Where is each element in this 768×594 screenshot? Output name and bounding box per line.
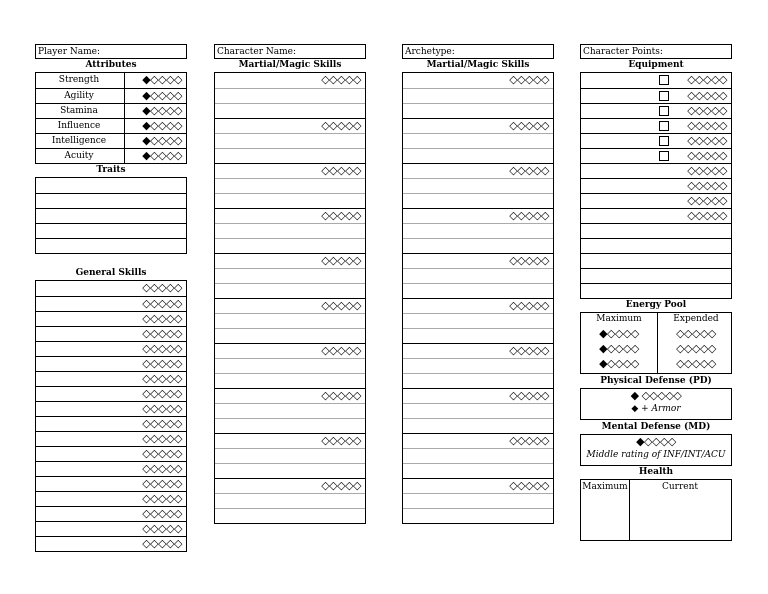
martial-magic-rating[interactable]: ◇◇◇◇◇ xyxy=(321,344,361,357)
martial-magic-row[interactable] xyxy=(403,238,553,253)
general-skill-row[interactable] xyxy=(36,326,186,341)
general-skill-rating[interactable]: ◇◇◇◇◇ xyxy=(142,327,182,340)
equipment-rating[interactable]: ◇◇◇◇◇ xyxy=(687,179,727,192)
general-skill-rating[interactable]: ◇◇◇◇◇ xyxy=(142,297,182,310)
martial-magic-row[interactable] xyxy=(403,328,553,343)
equipment-row[interactable] xyxy=(581,238,731,253)
general-skill-rating[interactable]: ◇◇◇◇◇ xyxy=(142,312,182,325)
general-skill-row[interactable] xyxy=(36,446,186,461)
martial-magic-row[interactable] xyxy=(403,163,553,178)
mental-defense-note: Middle rating of INF/INT/ACU xyxy=(586,450,726,460)
energy-max-rating[interactable]: ◆◇◇◇◇ xyxy=(599,327,639,340)
martial-magic-row[interactable] xyxy=(215,493,365,508)
martial-magic-row[interactable] xyxy=(403,298,553,313)
martial-magic-row[interactable] xyxy=(215,313,365,328)
player-name-field[interactable]: Player Name: xyxy=(35,44,187,59)
martial-magic-rating[interactable]: ◇◇◇◇◇ xyxy=(321,299,361,312)
martial-magic-rating[interactable]: ◇◇◇◇◇ xyxy=(509,389,549,402)
attribute-label: Agility xyxy=(64,91,94,101)
traits-table xyxy=(35,177,187,254)
general-skill-rating[interactable]: ◇◇◇◇◇ xyxy=(142,281,182,294)
martial-magic-row[interactable] xyxy=(403,208,553,223)
martial-magic-row[interactable] xyxy=(215,88,365,103)
equipment-row[interactable] xyxy=(581,118,731,133)
martial-magic-row[interactable] xyxy=(215,343,365,358)
attribute-row xyxy=(36,118,186,133)
equipment-rating[interactable]: ◇◇◇◇◇ xyxy=(687,104,727,117)
attribute-row xyxy=(36,148,186,163)
health-current-label: Current xyxy=(661,482,699,492)
attribute-label: Influence xyxy=(57,121,101,131)
martial-magic-row[interactable] xyxy=(403,73,553,88)
mental-defense-rating[interactable]: ◆◇◇◇◇ xyxy=(636,435,676,448)
martial-magic-rating[interactable]: ◇◇◇◇◇ xyxy=(509,434,549,447)
equipment-rating[interactable]: ◇◇◇◇◇ xyxy=(687,119,727,132)
martial-magic-row[interactable] xyxy=(403,253,553,268)
physical-defense-rating[interactable]: ◆ ◇◇◇◇◇ xyxy=(630,389,682,402)
equipment-rating[interactable]: ◇◇◇◇◇ xyxy=(687,89,727,102)
martial-magic-row[interactable] xyxy=(403,103,553,118)
trait-row[interactable] xyxy=(36,178,186,193)
martial-magic-row[interactable] xyxy=(215,388,365,403)
attribute-divider xyxy=(124,119,125,133)
martial-magic-row[interactable] xyxy=(403,193,553,208)
martial-magic-row[interactable] xyxy=(403,88,553,103)
martial-magic-rating[interactable]: ◇◇◇◇◇ xyxy=(509,164,549,177)
martial-magic-row[interactable] xyxy=(215,433,365,448)
attribute-rating[interactable]: ◆◇◇◇◇ xyxy=(142,89,182,102)
martial-magic-table-1 xyxy=(214,72,366,524)
general-skill-rating[interactable]: ◇◇◇◇◇ xyxy=(142,522,182,535)
attribute-rating[interactable]: ◆◇◇◇◇ xyxy=(142,104,182,117)
equipment-row[interactable] xyxy=(581,88,731,103)
equipment-row[interactable] xyxy=(581,268,731,283)
general-skill-rating[interactable]: ◇◇◇◇◇ xyxy=(142,537,182,550)
equipment-rating[interactable]: ◇◇◇◇◇ xyxy=(687,164,727,177)
martial-magic-row[interactable] xyxy=(403,148,553,163)
equipment-row[interactable] xyxy=(581,133,731,148)
physical-defense-box xyxy=(580,388,732,420)
general-skill-row[interactable] xyxy=(36,536,186,551)
martial-magic-row[interactable] xyxy=(403,433,553,448)
martial-magic-row[interactable] xyxy=(215,118,365,133)
health-heading: Health xyxy=(638,467,674,477)
energy-expended-column xyxy=(657,313,734,373)
martial-magic-table-2 xyxy=(402,72,554,524)
martial-magic-row[interactable] xyxy=(215,328,365,343)
martial-magic-row[interactable] xyxy=(215,253,365,268)
martial-magic-row[interactable] xyxy=(215,103,365,118)
martial-magic-row[interactable] xyxy=(403,493,553,508)
martial-magic-row[interactable] xyxy=(403,283,553,298)
martial-magic-row[interactable] xyxy=(215,373,365,388)
martial-magic-row[interactable] xyxy=(403,508,553,523)
general-skill-rating[interactable]: ◇◇◇◇◇ xyxy=(142,357,182,370)
attribute-rating[interactable]: ◆◇◇◇◇ xyxy=(142,149,182,162)
martial-magic-rating[interactable]: ◇◇◇◇◇ xyxy=(321,254,361,267)
energy-expended-rating[interactable]: ◇◇◇◇◇ xyxy=(676,327,716,340)
martial-magic-row[interactable] xyxy=(403,313,553,328)
general-skill-rating[interactable]: ◇◇◇◇◇ xyxy=(142,402,182,415)
general-skills-table xyxy=(35,280,187,552)
mental-defense-heading: Mental Defense (MD) xyxy=(601,422,711,432)
equipment-checkbox[interactable] xyxy=(659,91,669,101)
martial-magic-row[interactable] xyxy=(215,193,365,208)
martial-magic-rating[interactable]: ◇◇◇◇◇ xyxy=(321,389,361,402)
martial-magic-rating[interactable]: ◇◇◇◇◇ xyxy=(509,254,549,267)
martial-magic-row[interactable] xyxy=(215,223,365,238)
attribute-label: Intelligence xyxy=(51,136,107,146)
equipment-rating[interactable]: ◇◇◇◇◇ xyxy=(687,134,727,147)
traits-heading: Traits xyxy=(96,165,126,175)
general-skill-rating[interactable]: ◇◇◇◇◇ xyxy=(142,432,182,445)
martial-magic-row[interactable] xyxy=(403,388,553,403)
column-2 xyxy=(214,44,366,524)
equipment-row[interactable] xyxy=(581,178,731,193)
equipment-row[interactable] xyxy=(581,148,731,163)
martial-magic-row[interactable] xyxy=(403,448,553,463)
column-1 xyxy=(35,44,187,552)
equipment-rating[interactable]: ◇◇◇◇◇ xyxy=(687,194,727,207)
martial-magic-row[interactable] xyxy=(215,163,365,178)
general-skill-row[interactable] xyxy=(36,431,186,446)
mental-defense-box xyxy=(580,434,732,466)
martial-magic-row[interactable] xyxy=(403,133,553,148)
general-skill-row[interactable] xyxy=(36,416,186,431)
attribute-row xyxy=(36,133,186,148)
equipment-rating[interactable]: ◇◇◇◇◇ xyxy=(687,209,727,222)
general-skill-rating[interactable]: ◇◇◇◇◇ xyxy=(142,372,182,385)
character-points-field[interactable]: Character Points: xyxy=(580,44,732,59)
martial-magic-row[interactable] xyxy=(403,373,553,388)
equipment-row[interactable] xyxy=(581,103,731,118)
column-3 xyxy=(402,44,554,524)
equipment-row[interactable] xyxy=(581,208,731,223)
attributes-table xyxy=(35,72,187,164)
martial-magic-row[interactable] xyxy=(215,268,365,283)
martial-magic-rating[interactable]: ◇◇◇◇◇ xyxy=(321,119,361,132)
general-skill-row[interactable] xyxy=(36,521,186,536)
martial-magic-rating[interactable]: ◇◇◇◇◇ xyxy=(321,164,361,177)
martial-magic-rating[interactable]: ◇◇◇◇◇ xyxy=(509,479,549,492)
martial-magic-rating[interactable]: ◇◇◇◇◇ xyxy=(321,434,361,447)
martial-magic-heading-2: Martial/Magic Skills xyxy=(426,60,530,70)
attribute-row xyxy=(36,103,186,118)
character-name-field[interactable]: Character Name: xyxy=(214,44,366,59)
equipment-row[interactable] xyxy=(581,253,731,268)
column-4 xyxy=(580,44,732,541)
attribute-divider xyxy=(124,134,125,148)
martial-magic-rating[interactable]: ◇◇◇◇◇ xyxy=(321,209,361,222)
martial-magic-row[interactable] xyxy=(403,343,553,358)
attribute-label: Stamina xyxy=(60,106,98,116)
martial-magic-row[interactable] xyxy=(215,463,365,478)
martial-magic-row[interactable] xyxy=(215,508,365,523)
equipment-checkbox[interactable] xyxy=(659,75,669,85)
trait-row[interactable] xyxy=(36,193,186,208)
martial-magic-row[interactable] xyxy=(215,403,365,418)
martial-magic-row[interactable] xyxy=(215,133,365,148)
general-skill-row[interactable] xyxy=(36,356,186,371)
general-skill-row[interactable] xyxy=(36,506,186,521)
equipment-row[interactable] xyxy=(581,163,731,178)
martial-magic-row[interactable] xyxy=(215,73,365,88)
attribute-divider xyxy=(124,73,125,88)
martial-magic-row[interactable] xyxy=(215,448,365,463)
equipment-rating[interactable]: ◇◇◇◇◇ xyxy=(687,73,727,86)
equipment-row[interactable] xyxy=(581,193,731,208)
general-skill-row[interactable] xyxy=(36,371,186,386)
energy-expended-label: Expended xyxy=(673,314,719,324)
equipment-heading: Equipment xyxy=(628,60,684,70)
general-skill-row[interactable] xyxy=(36,296,186,311)
martial-magic-rating[interactable]: ◇◇◇◇◇ xyxy=(509,209,549,222)
martial-magic-rating[interactable]: ◇◇◇◇◇ xyxy=(509,73,549,86)
martial-magic-rating[interactable]: ◇◇◇◇◇ xyxy=(321,73,361,86)
attribute-row xyxy=(36,73,186,88)
equipment-table xyxy=(580,72,732,299)
equipment-rating[interactable]: ◇◇◇◇◇ xyxy=(687,149,727,162)
energy-max-rating[interactable]: ◆◇◇◇◇ xyxy=(599,342,639,355)
martial-magic-rating[interactable]: ◇◇◇◇◇ xyxy=(509,119,549,132)
martial-magic-heading-1: Martial/Magic Skills xyxy=(238,60,342,70)
general-skill-row[interactable] xyxy=(36,491,186,506)
equipment-row[interactable] xyxy=(581,283,731,298)
martial-magic-row[interactable] xyxy=(403,268,553,283)
martial-magic-row[interactable] xyxy=(403,418,553,433)
general-skill-row[interactable] xyxy=(36,386,186,401)
martial-magic-row[interactable] xyxy=(403,223,553,238)
general-skill-row[interactable] xyxy=(36,281,186,296)
attributes-heading: Attributes xyxy=(85,60,137,70)
equipment-row[interactable] xyxy=(581,223,731,238)
trait-row[interactable] xyxy=(36,238,186,253)
attribute-rating[interactable]: ◆◇◇◇◇ xyxy=(142,134,182,147)
attribute-divider xyxy=(124,149,125,163)
general-skill-rating[interactable]: ◇◇◇◇◇ xyxy=(142,492,182,505)
general-skill-row[interactable] xyxy=(36,401,186,416)
martial-magic-row[interactable] xyxy=(215,208,365,223)
trait-row[interactable] xyxy=(36,208,186,223)
attribute-row xyxy=(36,88,186,103)
attribute-divider xyxy=(124,104,125,118)
general-skill-rating[interactable]: ◇◇◇◇◇ xyxy=(142,462,182,475)
martial-magic-row[interactable] xyxy=(215,418,365,433)
energy-max-label: Maximum xyxy=(596,314,642,324)
attribute-rating[interactable]: ◆◇◇◇◇ xyxy=(142,119,182,132)
martial-magic-row[interactable] xyxy=(215,283,365,298)
martial-magic-row[interactable] xyxy=(215,298,365,313)
energy-max-rating[interactable]: ◆◇◇◇◇ xyxy=(599,357,639,370)
attribute-label: Acuity xyxy=(64,151,94,161)
martial-magic-row[interactable] xyxy=(215,478,365,493)
general-skill-rating[interactable]: ◇◇◇◇◇ xyxy=(142,477,182,490)
physical-defense-heading: Physical Defense (PD) xyxy=(600,376,712,386)
general-skill-row[interactable] xyxy=(36,461,186,476)
martial-magic-row[interactable] xyxy=(215,358,365,373)
general-skill-rating[interactable]: ◇◇◇◇◇ xyxy=(142,507,182,520)
physical-defense-armor: ◆ + Armor xyxy=(631,404,681,414)
health-maximum-label: Maximum xyxy=(581,480,630,540)
general-skills-heading: General Skills xyxy=(75,268,147,278)
martial-magic-rating[interactable]: ◇◇◇◇◇ xyxy=(321,479,361,492)
equipment-checkbox[interactable] xyxy=(659,151,669,161)
energy-max-column xyxy=(581,313,657,373)
attribute-divider xyxy=(124,89,125,103)
martial-magic-row[interactable] xyxy=(403,118,553,133)
general-skill-row[interactable] xyxy=(36,476,186,491)
martial-magic-row[interactable] xyxy=(215,178,365,193)
general-skill-rating[interactable]: ◇◇◇◇◇ xyxy=(142,387,182,400)
energy-expended-rating[interactable]: ◇◇◇◇◇ xyxy=(676,342,716,355)
general-skill-rating[interactable]: ◇◇◇◇◇ xyxy=(142,417,182,430)
martial-magic-rating[interactable]: ◇◇◇◇◇ xyxy=(509,299,549,312)
energy-expended-rating[interactable]: ◇◇◇◇◇ xyxy=(676,357,716,370)
energy-pool-box xyxy=(580,312,732,374)
martial-magic-row[interactable] xyxy=(403,463,553,478)
general-skill-rating[interactable]: ◇◇◇◇◇ xyxy=(142,447,182,460)
general-skill-row[interactable] xyxy=(36,311,186,326)
martial-magic-row[interactable] xyxy=(403,403,553,418)
trait-row[interactable] xyxy=(36,223,186,238)
martial-magic-row[interactable] xyxy=(215,148,365,163)
archetype-field[interactable]: Archetype: xyxy=(402,44,554,59)
equipment-row[interactable] xyxy=(581,73,731,88)
equipment-checkbox[interactable] xyxy=(659,121,669,131)
martial-magic-row[interactable] xyxy=(403,358,553,373)
attribute-label: Strength xyxy=(58,75,100,85)
energy-pool-heading: Energy Pool xyxy=(625,300,687,310)
martial-magic-row[interactable] xyxy=(215,238,365,253)
health-box xyxy=(580,479,732,541)
equipment-checkbox[interactable] xyxy=(659,136,669,146)
martial-magic-row[interactable] xyxy=(403,178,553,193)
martial-magic-rating[interactable]: ◇◇◇◇◇ xyxy=(509,344,549,357)
general-skill-row[interactable] xyxy=(36,341,186,356)
attribute-rating[interactable]: ◆◇◇◇◇ xyxy=(142,73,182,86)
equipment-checkbox[interactable] xyxy=(659,106,669,116)
martial-magic-row[interactable] xyxy=(403,478,553,493)
general-skill-rating[interactable]: ◇◇◇◇◇ xyxy=(142,342,182,355)
